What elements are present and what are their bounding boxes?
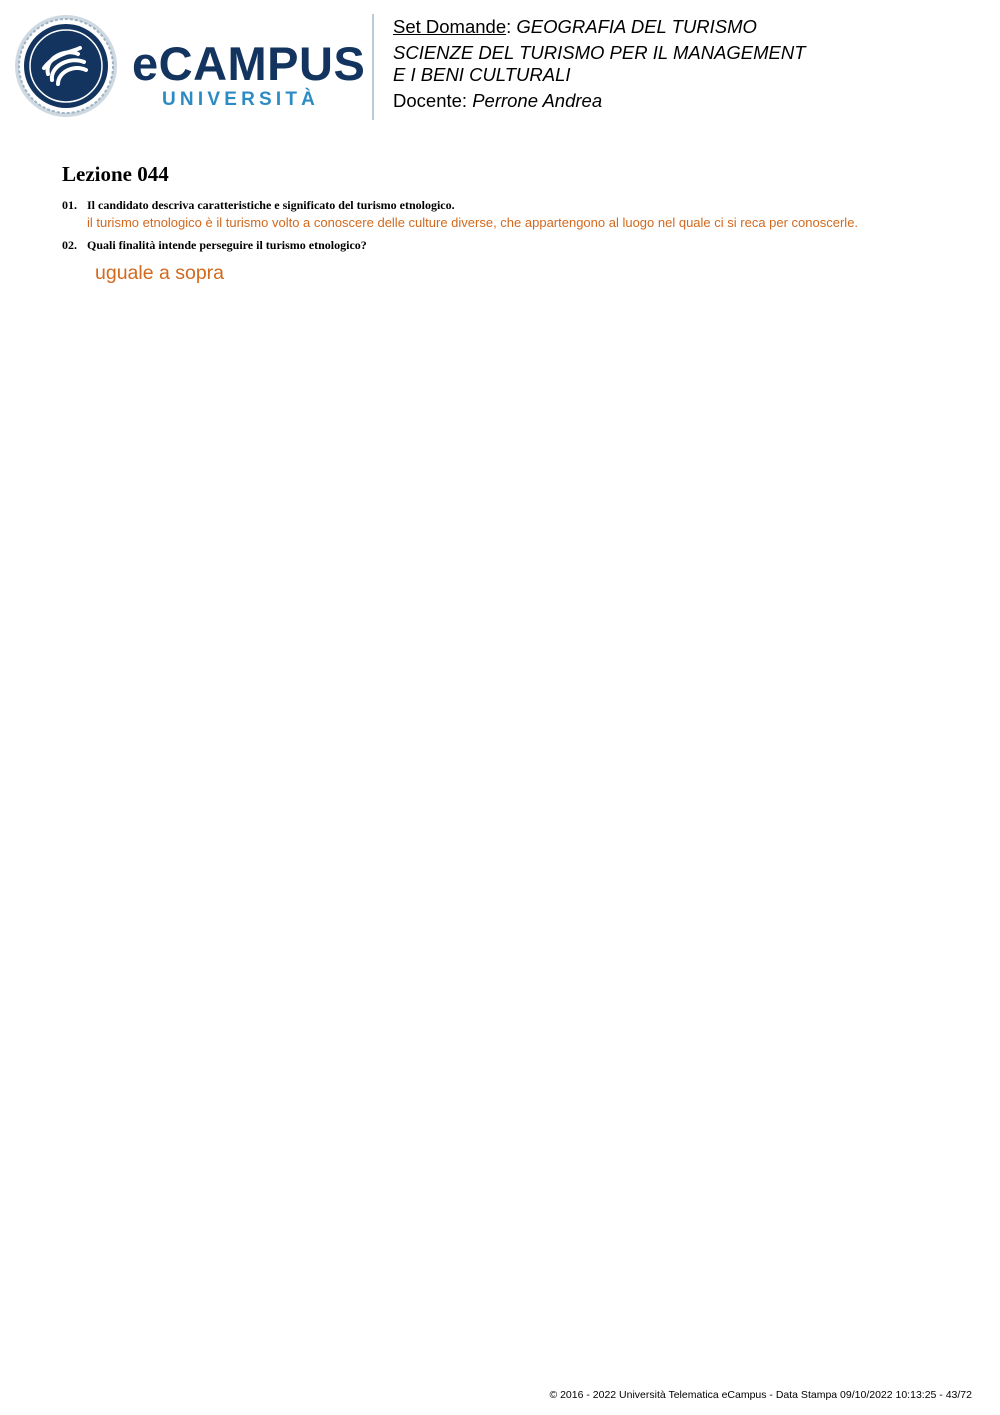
set-domande-separator: : — [506, 16, 512, 37]
course-title-line2: E I BENI CULTURALI — [393, 64, 571, 85]
question-02 — [62, 238, 367, 253]
header-info — [393, 16, 983, 112]
docente-label: Docente: — [393, 90, 468, 111]
answer-02: uguale a sopra — [95, 262, 225, 284]
header-divider — [372, 14, 374, 120]
course-title — [393, 42, 983, 86]
question-number: 02. — [62, 238, 77, 252]
docente-line — [393, 90, 983, 112]
course-title-line1: SCIENZE DEL TURISMO PER IL MANAGEMENT — [393, 42, 806, 63]
question-01 — [62, 198, 455, 213]
lesson-title: Lezione 044 — [62, 162, 169, 186]
answer-01: il turismo etnologico è il turismo volto a conoscere delle culture diverse, che appartengono al luogo nel quale ci si reca per conoscerle. — [87, 215, 859, 230]
ecampus-logo — [14, 14, 366, 118]
question-text: Il candidato descriva caratteristiche e significato del turismo etnologico. — [87, 198, 455, 212]
page-footer: © 2016 - 2022 Università Telematica eCampus - Data Stampa 09/10/2022 10:13:25 - 43/72 — [549, 1389, 972, 1401]
university-seal-icon — [14, 14, 118, 118]
set-domande-label: Set Domande — [393, 16, 507, 37]
set-domande-title: GEOGRAFIA DEL TURISMO — [516, 16, 757, 37]
set-domande-line — [393, 16, 983, 38]
question-text: Quali finalità intende perseguire il turismo etnologico? — [87, 238, 367, 252]
logo-wordmark: eCAMPUS — [132, 37, 366, 90]
question-number: 01. — [62, 198, 77, 212]
logo-subtitle: UNIVERSITÀ — [162, 89, 320, 110]
docente-name: Perrone Andrea — [472, 90, 603, 111]
